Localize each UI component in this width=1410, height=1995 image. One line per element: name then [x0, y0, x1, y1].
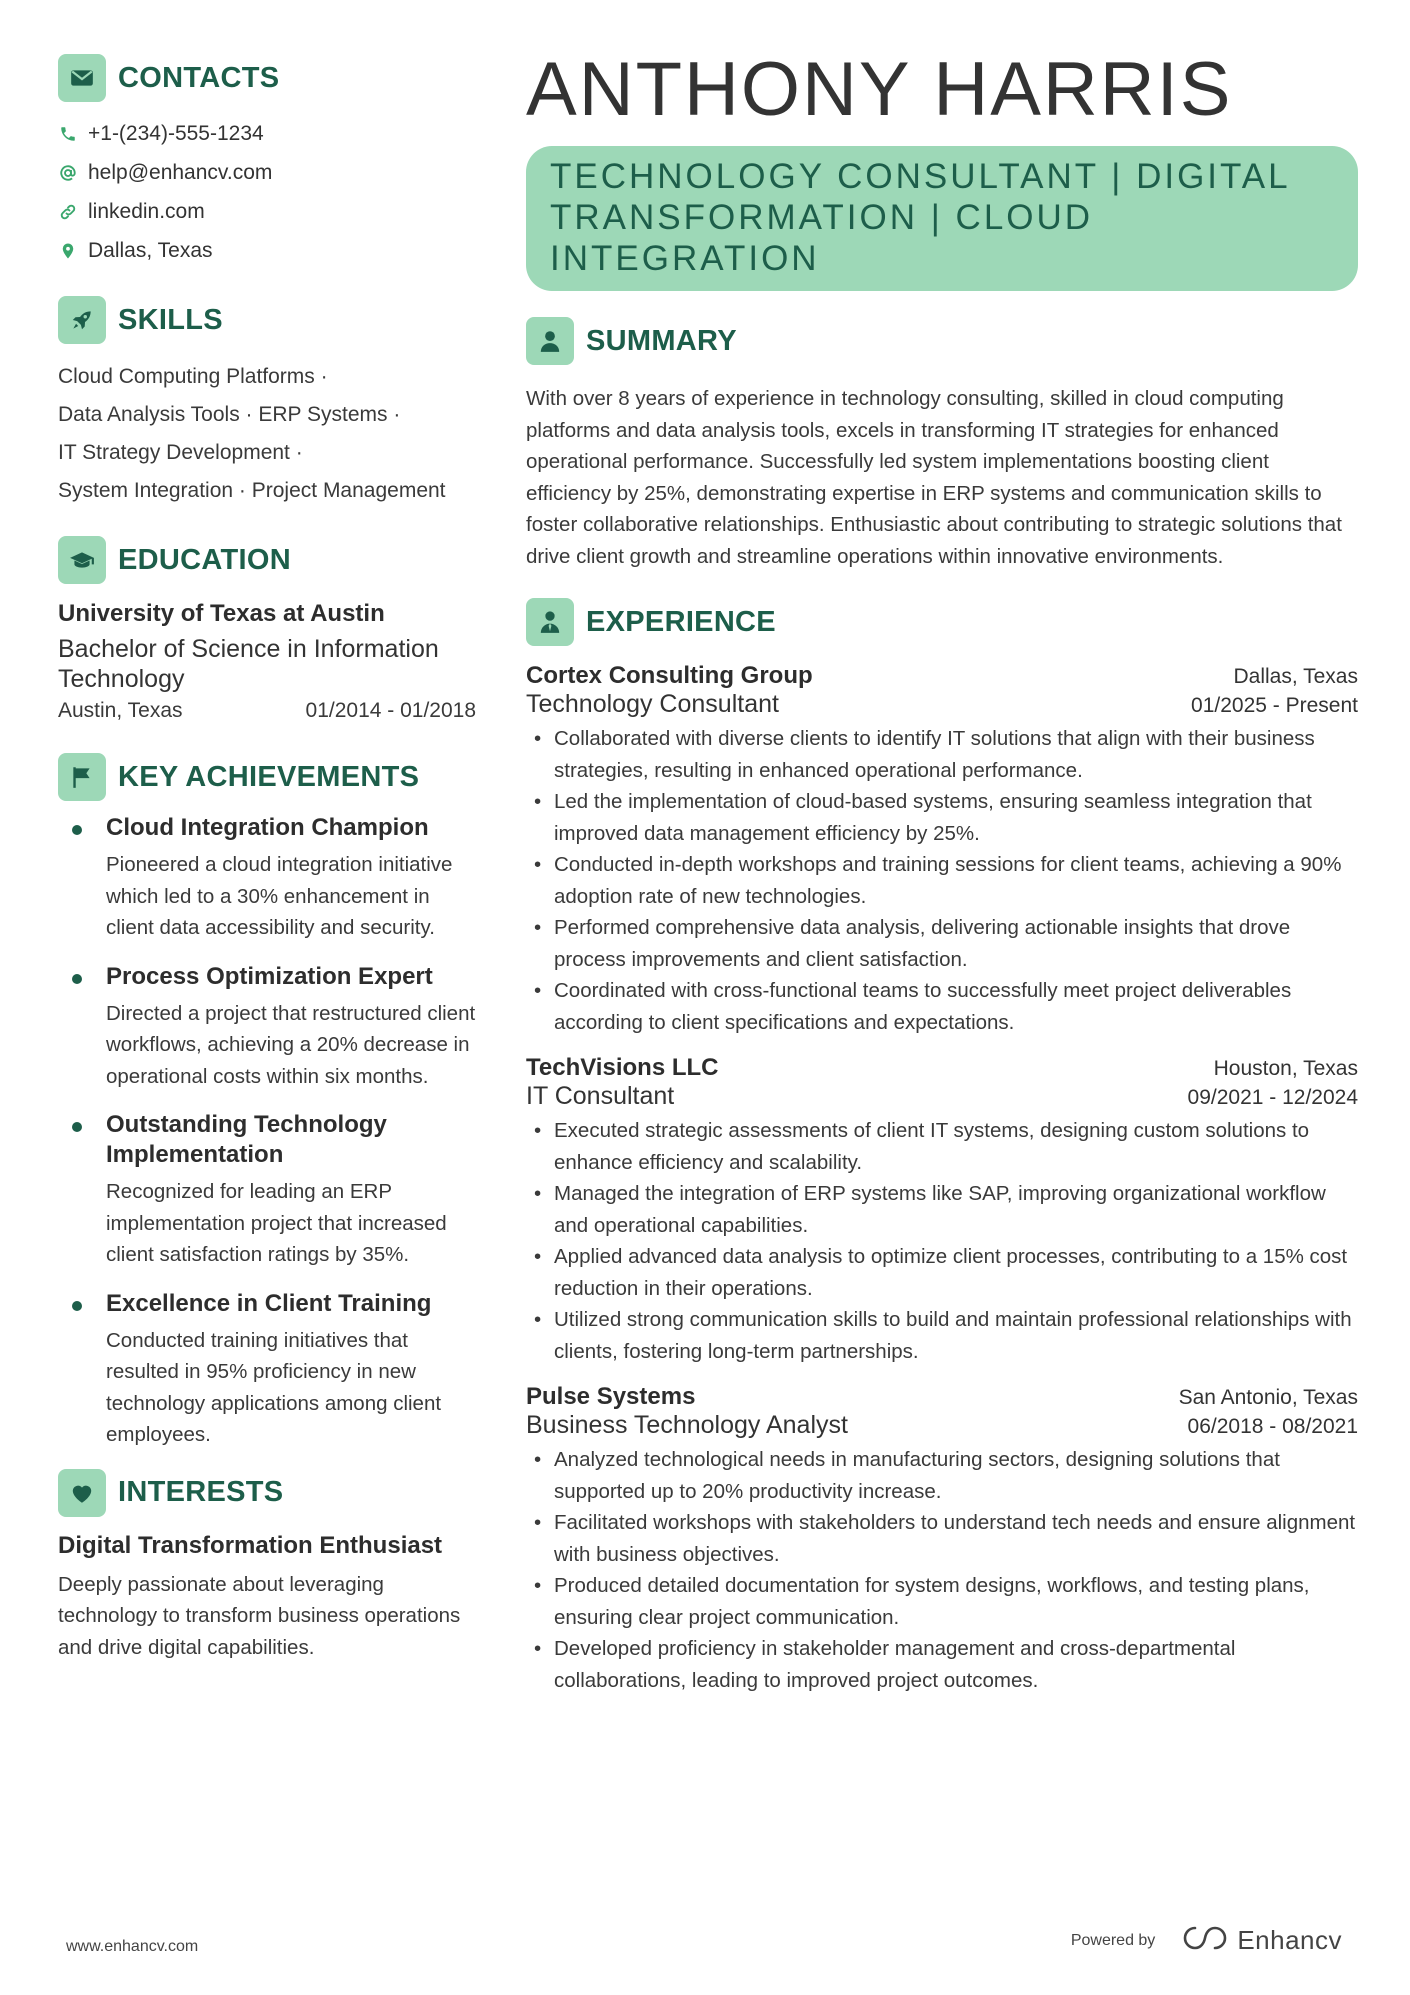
headline-banner: TECHNOLOGY CONSULTANT | DIGITAL TRANSFORMATION | CLOUD INTEGRATION	[526, 146, 1358, 291]
heart-icon	[58, 1469, 106, 1517]
left-column	[58, 54, 476, 1663]
contact-phone-text: +1-(234)-555-1234	[88, 121, 264, 145]
job-location: Houston, Texas	[1213, 1057, 1358, 1080]
skills-section-header	[58, 296, 476, 344]
interest-title: Digital Transformation Enthusiast	[58, 1531, 443, 1559]
job-title-row	[526, 1082, 1358, 1111]
bullet-dot	[72, 1301, 82, 1311]
enhancv-logo-icon	[1181, 1924, 1237, 1957]
envelope-icon	[58, 54, 106, 102]
education-section-header	[58, 536, 476, 584]
powered-by-text: Powered by	[1070, 1931, 1156, 1949]
job-bullets	[526, 1444, 1358, 1696]
interests-section-header	[58, 1469, 476, 1517]
contact-location-text: Dallas, Texas	[88, 238, 213, 262]
summary-title: SUMMARY	[586, 324, 737, 357]
education-location: Austin, Texas	[58, 699, 183, 722]
job-bullet: • Facilitated workshops with stakeholders to understand tech needs and ensure alignment with business objectives.	[526, 1507, 1358, 1570]
job-bullets	[526, 1115, 1358, 1367]
education-title: EDUCATION	[118, 543, 291, 576]
skills-title: SKILLS	[118, 303, 223, 336]
candidate-name: ANTHONY HARRIS	[526, 47, 1233, 132]
job-bullet: • Coordinated with cross-functional teams to successfully meet project deliverables according to client specifications and expectations.	[526, 975, 1358, 1038]
contacts-section-header	[58, 54, 476, 102]
at-icon	[58, 163, 78, 183]
job-title: Business Technology Analyst	[526, 1411, 848, 1439]
summary-text: With over 8 years of experience in technology consulting, skilled in cloud computing platforms and data analysis tools, excels in transforming IT strategies for enhanced operational performance. Successfully led system implementations boosting client efficiency by 25%, demonstrating expertise in ERP systems and communication skills to foster collaborative relationships. Enthusiastic about contributing to strategic solutions that drive client growth and streamline operations within innovative environments.	[526, 387, 1342, 568]
education-degree: Bachelor of Science in Information Technology	[58, 635, 439, 693]
footer-website-link[interactable]: www.enhancv.com	[66, 1938, 199, 1955]
job-dates: 06/2018 - 08/2021	[1187, 1415, 1358, 1438]
job-company: TechVisions LLC	[526, 1054, 719, 1081]
achievements-section-header	[58, 753, 476, 801]
job-bullet: • Utilized strong communication skills to build and maintain professional relationships with clients, fostering long-term partnerships.	[526, 1304, 1358, 1367]
job-entry	[526, 1383, 1358, 1696]
enhancv-brand-name: Enhancv	[1237, 1925, 1342, 1955]
achievement-title: Cloud Integration Champion	[106, 814, 429, 841]
job-bullet: • Collaborated with diverse clients to identify IT solutions that align with their business strategies, resulting in enhanced operational performance.	[526, 723, 1358, 786]
rocket-icon	[58, 296, 106, 344]
job-title-row	[526, 690, 1358, 719]
job-entry	[526, 1054, 1358, 1367]
job-bullet: • Produced detailed documentation for system designs, workflows, and testing plans, ensuring clear project communication.	[526, 1570, 1358, 1633]
interests-title: INTERESTS	[118, 1476, 284, 1508]
skills-line: Cloud Computing Platforms ·	[58, 365, 328, 388]
link-icon	[58, 202, 78, 222]
achievement-desc: Directed a project that restructured client workflows, achieving a 20% decrease in operational costs within six months.	[106, 1001, 476, 1088]
skills-line: Data Analysis Tools · ERP Systems ·	[58, 403, 401, 426]
skills-list	[58, 358, 476, 510]
graduation-cap-icon	[58, 536, 106, 584]
contact-linkedin[interactable]	[58, 192, 476, 231]
job-title-row	[526, 1411, 1358, 1440]
location-pin-icon	[58, 241, 78, 261]
contact-phone[interactable]	[58, 114, 476, 153]
education-dates: 01/2014 - 01/2018	[305, 699, 476, 722]
flag-icon	[58, 753, 106, 801]
contact-email[interactable]	[58, 153, 476, 192]
achievement-desc: Conducted training initiatives that resulted in 95% proficiency in new technology applications among client employees.	[106, 1328, 442, 1446]
bullet-dot	[72, 1122, 82, 1132]
achievements-title: KEY ACHIEVEMENTS	[118, 760, 420, 793]
achievement-desc: Pioneered a cloud integration initiative which led to a 30% enhancement in client data accessibility and security.	[106, 853, 453, 939]
achievement-item	[58, 1289, 476, 1451]
achievement-title: Process Optimization Expert	[106, 962, 433, 990]
achievement-title: Excellence in Client Training	[106, 1289, 432, 1317]
job-header-row	[526, 1054, 1358, 1082]
job-location: Dallas, Texas	[1233, 665, 1358, 688]
business-person-icon	[526, 598, 574, 646]
achievement-item	[58, 813, 476, 944]
footer-branding	[1071, 1924, 1342, 1957]
right-column	[526, 47, 1358, 1696]
job-company: Pulse Systems	[526, 1383, 696, 1410]
job-bullet: • Led the implementation of cloud-based systems, ensuring seamless integration that improved data management efficiency by 25%.	[526, 786, 1358, 849]
job-company: Cortex Consulting Group	[526, 662, 813, 689]
contact-linkedin-text: linkedin.com	[88, 199, 205, 223]
bullet-dot	[72, 974, 82, 984]
contact-email-text: help@enhancv.com	[88, 160, 273, 184]
job-header-row	[526, 662, 1358, 690]
job-location: San Antonio, Texas	[1178, 1386, 1358, 1409]
summary-section-header	[526, 317, 1358, 365]
education-meta	[58, 699, 476, 723]
achievement-item	[58, 962, 476, 1093]
job-title: IT Consultant	[526, 1082, 675, 1110]
bullet-dot	[72, 825, 82, 835]
job-title: Technology Consultant	[526, 690, 779, 718]
job-bullets	[526, 723, 1358, 1038]
job-bullet: • Performed comprehensive data analysis, delivering actionable insights that drove process improvements and client satisfaction.	[526, 912, 1358, 975]
job-bullet: • Developed proficiency in stakeholder management and cross-departmental collaborations, leading to improved project outcomes.	[526, 1633, 1358, 1696]
job-dates: 09/2021 - 12/2024	[1187, 1086, 1358, 1109]
job-bullet: • Conducted in-depth workshops and training sessions for client teams, achieving a 90% adoption rate of new technologies.	[526, 849, 1358, 912]
contacts-list	[58, 114, 476, 270]
phone-icon	[58, 124, 78, 144]
interest-desc: Deeply passionate about leveraging technology to transform business operations and drive digital capabilities.	[58, 1572, 461, 1659]
skills-line: IT Strategy Development ·	[58, 441, 303, 464]
skills-line: System Integration · Project Management	[58, 479, 446, 502]
person-icon	[526, 317, 574, 365]
achievement-title: Outstanding Technology Implementation	[106, 1111, 387, 1168]
job-bullet: • Applied advanced data analysis to optimize client processes, contributing to a 15% cost reduction in their operations.	[526, 1241, 1358, 1304]
job-entry	[526, 662, 1358, 1038]
achievement-desc: Recognized for leading an ERP implementation project that increased client satisfaction ratings by 35%.	[106, 1180, 447, 1266]
job-bullet: • Managed the integration of ERP systems like SAP, improving organizational workflow and operational capabilities.	[526, 1178, 1358, 1241]
education-school: University of Texas at Austin	[58, 600, 385, 627]
contact-location	[58, 231, 476, 270]
experience-title: EXPERIENCE	[586, 605, 776, 638]
achievements-list	[58, 813, 476, 1451]
contacts-title: CONTACTS	[118, 61, 280, 94]
experience-section-header	[526, 598, 1358, 646]
job-bullet: • Executed strategic assessments of client IT systems, designing custom solutions to enhance efficiency and scalability.	[526, 1115, 1358, 1178]
achievement-item	[58, 1110, 476, 1271]
job-bullet: • Analyzed technological needs in manufacturing sectors, designing solutions that supported up to 20% productivity increase.	[526, 1444, 1358, 1507]
job-dates: 01/2025 - Present	[1191, 694, 1358, 717]
job-header-row	[526, 1383, 1358, 1411]
